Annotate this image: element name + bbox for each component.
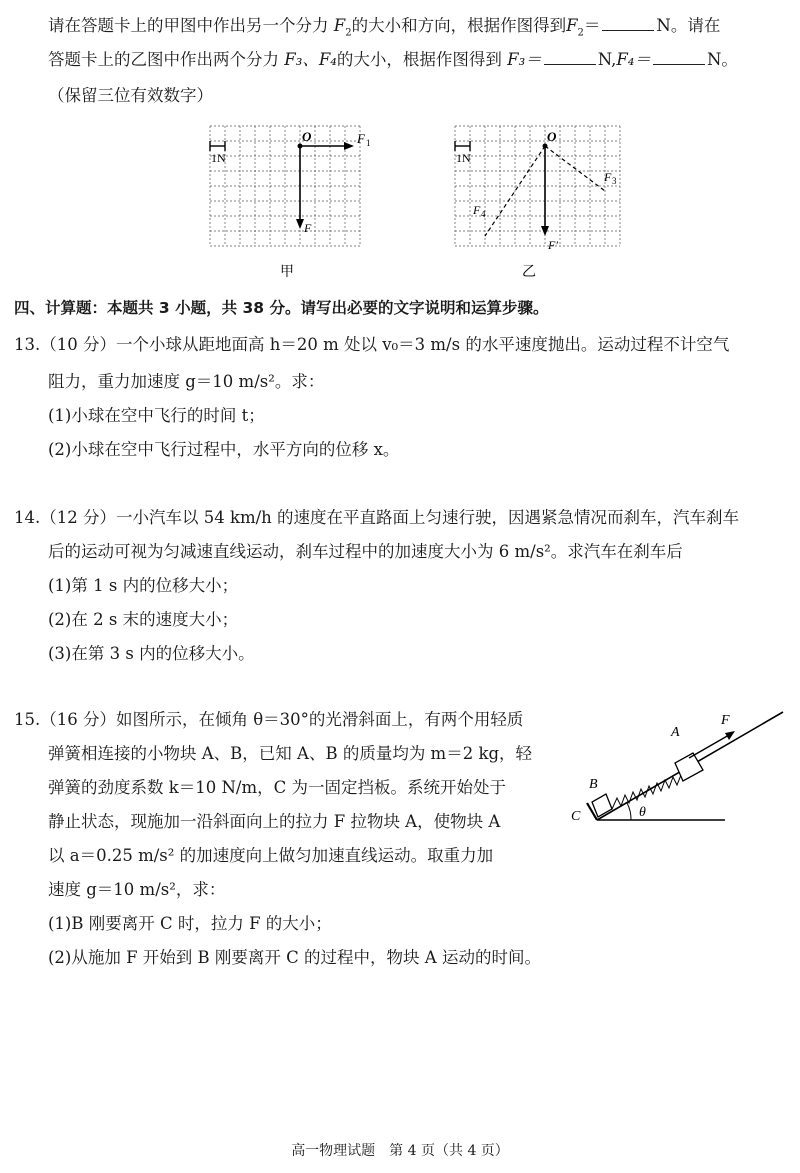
- q14-part-2: (2)在 2 s 末的速度大小；: [48, 610, 239, 629]
- q15-line-4: 静止状态，现施加一沿斜面向上的拉力 F 拉物块 A，使物块 A: [48, 812, 501, 831]
- equals: ＝: [583, 16, 601, 35]
- theta-label: θ: [639, 805, 646, 820]
- intro-line-3: （保留三位有效数字）: [48, 86, 213, 105]
- grid-jia: [210, 126, 360, 246]
- arrowhead-f: [296, 219, 304, 229]
- q15-line-3: 弹簧的劲度系数 k＝10 N/m，C 为一固定挡板。系统开始处于: [48, 778, 506, 797]
- intro-line-1: [48, 12, 720, 38]
- q14-part-3: (3)在第 3 s 内的位移大小。: [48, 644, 255, 663]
- q14-line-2: 后的运动可视为匀减速直线运动，刹车过程中的加速度大小为 6 m/s²。求汽车在刹车后: [48, 542, 683, 561]
- arrowhead-force: [725, 731, 735, 740]
- intro-text: 的大小和方向，根据作图得到: [351, 16, 567, 35]
- f3f4-symbols: F₃、F₄: [284, 50, 337, 69]
- f3-sub: 3: [612, 176, 617, 186]
- answer-blank-f2[interactable]: [602, 16, 654, 31]
- answer-blank-f3[interactable]: [544, 50, 596, 65]
- intro-line-2: [48, 46, 738, 70]
- fprime-label: F′: [548, 238, 558, 252]
- scale-label-yi: 1N: [456, 151, 471, 165]
- f2-symbol: F: [333, 16, 346, 35]
- arrowhead-f1: [344, 142, 354, 150]
- label-c: C: [571, 809, 581, 824]
- figure-yi: [445, 126, 625, 286]
- section-heading: 四、计算题：本题共 3 小题，共 38 分。请写出必要的文字说明和运算步骤。: [14, 299, 549, 317]
- intro-text: 的大小，根据作图得到: [336, 50, 508, 69]
- label-b: B: [589, 777, 598, 792]
- q14-part-1: (1)第 1 s 内的位移大小；: [48, 576, 239, 595]
- intro-text: 请在答题卡上的甲图中作出另一个分力: [48, 16, 334, 35]
- f3-equals: F₃＝: [507, 50, 542, 69]
- intro-text: N,: [597, 50, 617, 69]
- q15-part-1: (1)B 刚要离开 C 时，拉力 F 的大小；: [48, 914, 332, 933]
- q15-line-2: 弹簧相连接的小物块 A、B，已知 A、B 的质量均为 m＝2 kg，轻: [48, 744, 533, 763]
- caption-jia: 甲: [280, 265, 294, 280]
- scale-bar-yi: [455, 141, 470, 151]
- incline-figure: [565, 700, 795, 830]
- dashed-f3: [545, 146, 605, 191]
- q15-line-6: 速度 g＝10 m/s²，求：: [48, 880, 226, 899]
- f-label: F: [304, 221, 312, 235]
- f3-label: F: [604, 170, 612, 184]
- spring: [612, 775, 683, 809]
- scale-label-jia: 1N: [211, 151, 226, 165]
- origin-label: O: [547, 129, 557, 144]
- intro-text: 答题卡上的乙图中作出两个分力: [48, 50, 285, 69]
- label-a: A: [671, 725, 680, 740]
- label-f: F: [721, 713, 730, 728]
- f2-symbol: F: [566, 16, 578, 35]
- intro-text: N。: [706, 50, 738, 69]
- f1-label: F: [357, 131, 365, 146]
- q13-line-2: 阻力，重力加速度 g＝10 m/s²。求：: [48, 372, 325, 391]
- page-footer: 高一物理试题 第 4 页（共 4 页）: [291, 1143, 509, 1159]
- f1-sub: 1: [366, 138, 371, 148]
- origin-point: [543, 144, 548, 149]
- grid-yi: [455, 126, 620, 246]
- q15-line-5: 以 a＝0.25 m/s² 的加速度向上做匀加速直线运动。取重力加: [48, 846, 494, 865]
- intro-text: N。请在: [656, 16, 721, 35]
- figure-jia: [200, 126, 370, 286]
- caption-yi: 乙: [522, 265, 536, 280]
- f4-equals: F₄＝: [616, 50, 651, 69]
- answer-blank-f4[interactable]: [653, 50, 705, 65]
- scale-bar-jia: [210, 141, 225, 151]
- f2-sub: 2: [345, 27, 352, 39]
- f4-label: F: [473, 203, 481, 217]
- q14-line-1: 14.（12 分）一小汽车以 54 km/h 的速度在平直路面上匀速行驶，因遇紧急情况而刹车，汽车刹车: [14, 508, 740, 527]
- origin-point: [298, 144, 303, 149]
- f2-sub: 2: [577, 27, 584, 39]
- origin-label: O: [302, 129, 312, 144]
- q13-part-1: (1)小球在空中飞行的时间 t；: [48, 406, 265, 425]
- q13-line-1: 13.（10 分）一个小球从距地面高 h＝20 m 处以 v₀＝3 m/s 的水平速度抛出。运动过程不计空气: [14, 335, 730, 354]
- q15-line-1: 15.（16 分）如图所示，在倾角 θ＝30°的光滑斜面上，有两个用轻质: [14, 710, 524, 729]
- q15-part-2: (2)从施加 F 开始到 B 刚要离开 C 的过程中，物块 A 运动的时间。: [48, 948, 541, 967]
- f4-sub: 4: [481, 209, 486, 219]
- angle-arc: [627, 803, 631, 820]
- q13-part-2: (2)小球在空中飞行过程中，水平方向的位移 x。: [48, 440, 400, 459]
